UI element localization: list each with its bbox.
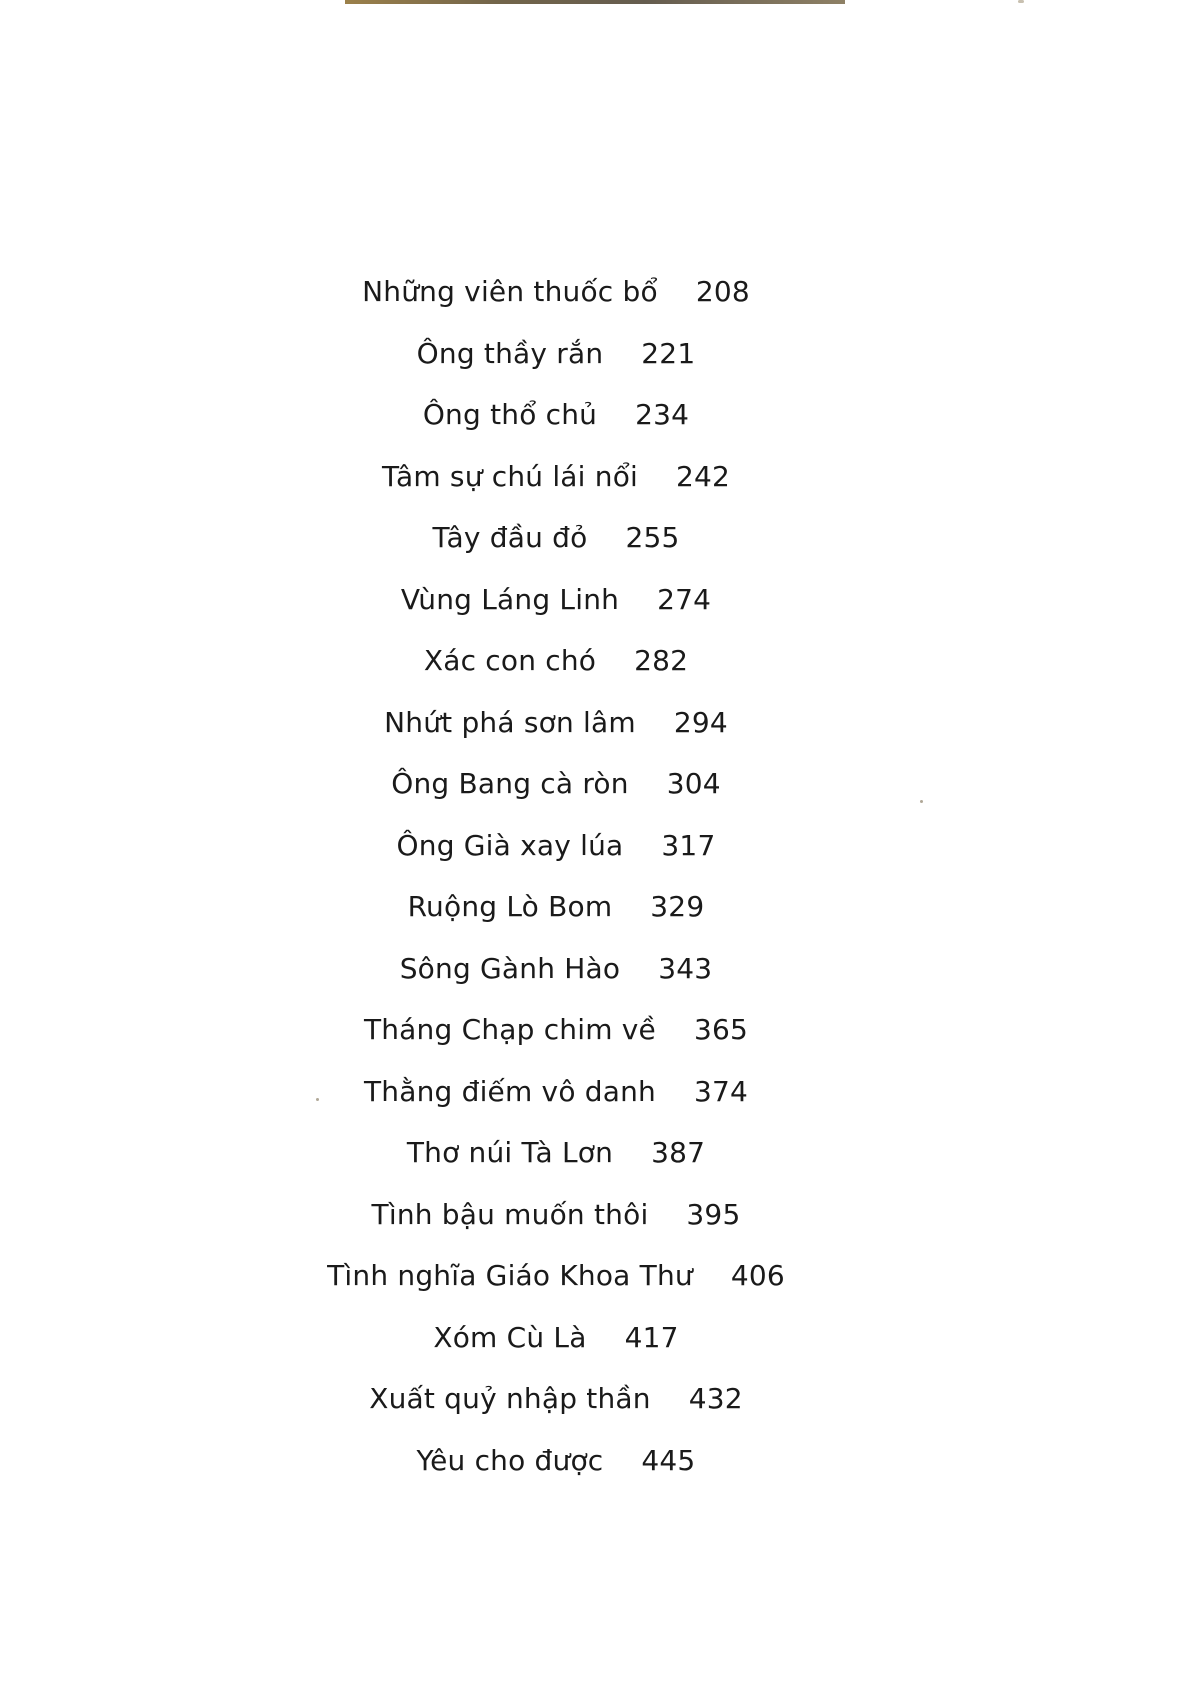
toc-entry-title: Yêu cho được (416, 1443, 604, 1477)
toc-entry (0, 1008, 1112, 1070)
toc-entry (0, 1070, 1112, 1132)
toc-entry-title: Xóm Cù Là (433, 1320, 587, 1354)
toc-entry-title: Ruộng Lò Bom (407, 890, 613, 923)
toc-entry-title: Vùng Láng Linh (400, 582, 620, 616)
toc-entry-title: Ông Bang cà ròn (391, 767, 629, 800)
toc-entry (0, 1439, 1112, 1501)
toc-entry-title: Tây đầu đỏ (432, 521, 588, 554)
toc-entry-page: 317 (661, 828, 716, 862)
toc-entry-title: Tháng Chạp chim về (363, 1013, 656, 1046)
toc-entry-page: 374 (693, 1074, 749, 1108)
toc-entry (0, 1131, 1112, 1193)
paper-speck (316, 1098, 319, 1101)
toc-entry-page: 282 (634, 644, 689, 677)
top-rule-speck (1018, 0, 1024, 3)
toc-entry-page: 242 (676, 459, 731, 493)
toc-entry-page: 329 (650, 890, 705, 923)
toc-entry-title: Thơ núi Tà Lơn (406, 1136, 614, 1169)
toc-entry (0, 393, 1112, 455)
toc-entry-page: 445 (641, 1443, 696, 1477)
toc-entry-page: 294 (673, 705, 728, 739)
toc-entry-title: Tình bậu muốn thôi (371, 1197, 649, 1231)
toc-entry (0, 639, 1112, 701)
toc-entry-title: Tình nghĩa Giáo Khoa Thư (327, 1259, 693, 1292)
toc-entry (0, 762, 1112, 824)
toc-entry-title: Thằng điếm vô danh (363, 1074, 656, 1108)
toc-entry (0, 1193, 1112, 1255)
toc-entry-page: 406 (730, 1259, 785, 1292)
top-decorative-rule (345, 0, 845, 4)
toc-entry (0, 1377, 1112, 1439)
toc-entry (0, 270, 1112, 332)
toc-entry (0, 332, 1112, 394)
toc-entry-page: 274 (657, 582, 712, 616)
toc-entry-title: Xác con chó (423, 644, 597, 677)
toc-entry-page: 395 (686, 1197, 741, 1231)
table-of-contents (0, 270, 1112, 1500)
paper-speck (920, 800, 923, 803)
toc-entry-title: Ông thổ chủ (422, 398, 598, 431)
toc-entry-title: Sông Gành Hào (399, 951, 621, 985)
toc-entry (0, 516, 1112, 578)
toc-entry (0, 701, 1112, 763)
toc-entry (0, 578, 1112, 640)
toc-entry-page: 343 (658, 951, 713, 985)
toc-entry (0, 1316, 1112, 1378)
toc-entry-title: Ông thầy rắn (416, 336, 604, 370)
toc-entry-page: 432 (688, 1382, 743, 1415)
toc-entry-title: Nhứt phá sơn lâm (384, 705, 636, 739)
toc-entry-title: Tâm sự chú lái nổi (381, 459, 639, 493)
toc-entry-page: 365 (694, 1013, 749, 1046)
toc-entry (0, 947, 1112, 1009)
toc-entry-page: 255 (625, 521, 680, 554)
toc-entry (0, 885, 1112, 947)
toc-entry-title: Ông Già xay lúa (396, 828, 624, 862)
toc-entry-page: 304 (666, 767, 721, 800)
toc-entry (0, 1254, 1112, 1316)
toc-entry-page: 221 (641, 336, 696, 370)
toc-entry-page: 387 (651, 1136, 706, 1169)
toc-entry-title: Xuất quỷ nhập thần (369, 1382, 651, 1415)
toc-entry (0, 455, 1112, 517)
toc-entry-title: Những viên thuốc bổ (362, 275, 658, 308)
toc-entry-page: 208 (695, 275, 750, 308)
toc-entry (0, 824, 1112, 886)
toc-entry-page: 417 (624, 1320, 679, 1354)
toc-entry-page: 234 (635, 398, 690, 431)
